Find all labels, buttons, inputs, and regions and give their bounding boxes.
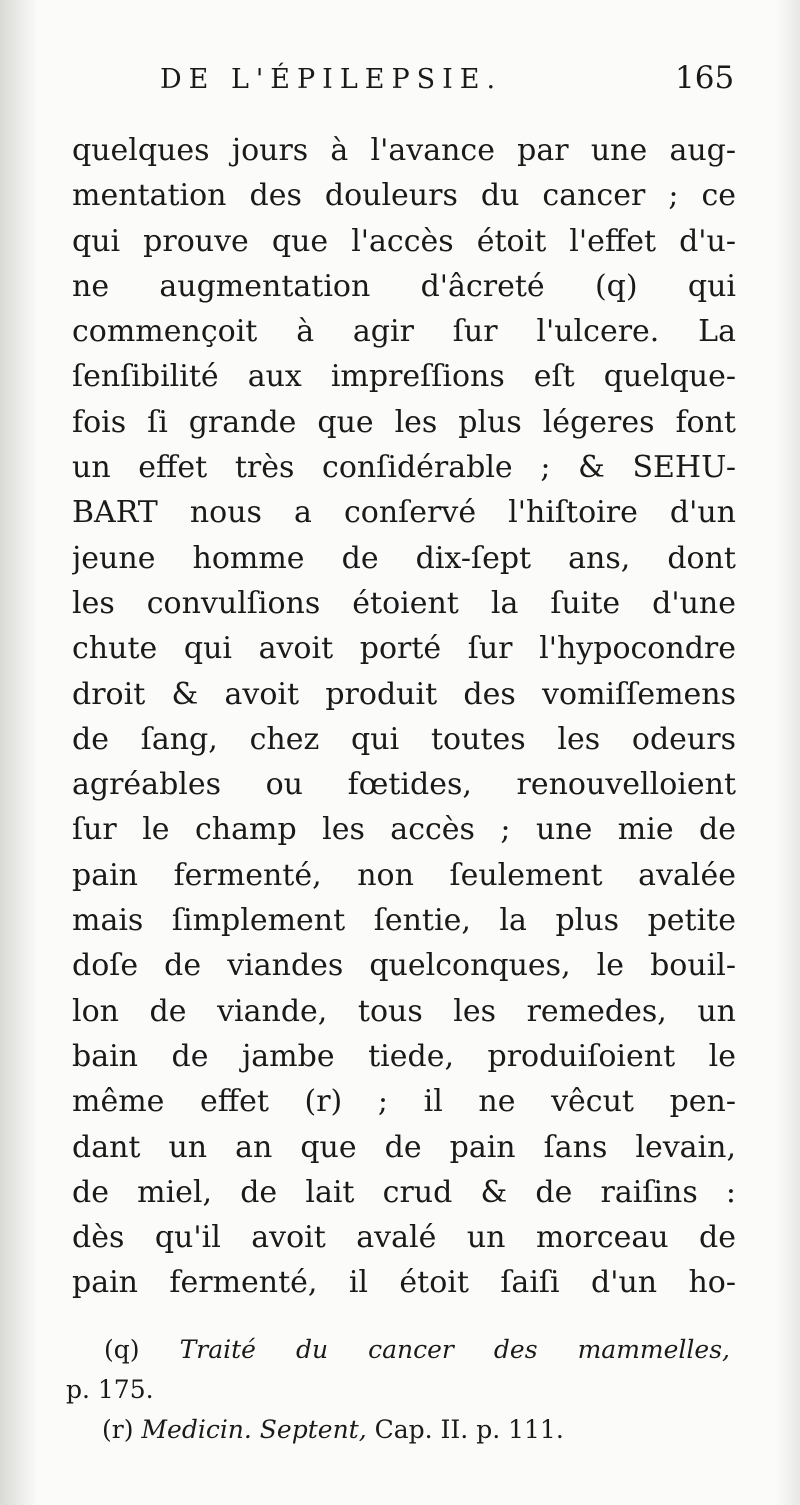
body-text xyxy=(72,128,736,1306)
text-line: doſe de viandes quelconques, le bouil- xyxy=(72,948,736,984)
text-line: commençoit à agir ſur l'ulcere. La xyxy=(72,314,736,350)
text-line: pain fermenté, il étoit ſaiſi d'un ho- xyxy=(72,1265,736,1301)
text-line: dant un an que de pain ſans levain, xyxy=(72,1129,736,1165)
footnote-q xyxy=(66,1330,730,1370)
text-line: mais ſimplement ſentie, la plus petite xyxy=(72,903,736,939)
footnote-r-text: Medicin. Septent, xyxy=(141,1415,367,1444)
text-line: mentation des douleurs du cancer ; ce xyxy=(72,178,736,214)
text-line: ne augmentation d'âcreté (q) qui xyxy=(72,268,736,304)
page-number: 165 xyxy=(675,60,735,96)
text-line: pain fermenté, non ſeulement avalée xyxy=(72,857,736,893)
gutter-shadow xyxy=(0,0,38,1505)
text-line: de miel, de lait crud & de raiſins : xyxy=(72,1174,736,1210)
text-line: même effet (r) ; il ne vêcut pen- xyxy=(72,1084,736,1120)
text-line: les convulſions étoient la ſuite d'une xyxy=(72,585,736,621)
running-title: DE L'ÉPILEPSIE. xyxy=(160,64,503,95)
footnote-r-ref: Cap. II. p. 111. xyxy=(374,1415,564,1444)
text-line: ſur le champ les accès ; une mie de xyxy=(72,812,736,848)
footnote-r xyxy=(66,1410,730,1450)
text-line: chute qui avoit porté ſur l'hypocondre xyxy=(72,631,736,667)
text-line: quelques jours à l'avance par une aug- xyxy=(72,133,736,168)
text-line: ſenſibilité aux impreſſions eſt quelque- xyxy=(72,359,736,395)
text-line: bain de jambe tiede, produiſoient le xyxy=(72,1038,736,1074)
text-line: dès qu'il avoit avalé un morceau de xyxy=(72,1220,736,1256)
text-line: droit & avoit produit des vomiſſemens xyxy=(72,676,736,712)
text-line: BART nous a conſervé l'hiſtoire d'un xyxy=(72,495,736,531)
text-line: lon de viande, tous les remedes, un xyxy=(72,993,736,1029)
text-line: fois ſi grande que les plus légeres font xyxy=(72,404,736,440)
text-line: agréables ou fœtides, renouvelloient xyxy=(72,767,736,803)
text-line: jeune homme de dix-ſept ans, dont xyxy=(72,540,736,576)
text-line: de ſang, chez qui toutes les odeurs xyxy=(72,721,736,757)
footnote-q-text: Traité du cancer des mammelles, xyxy=(179,1335,730,1364)
footnote-r-mark: (r) xyxy=(102,1415,134,1444)
text-line: un effet très conſidérable ; & SEHU- xyxy=(72,450,736,486)
text-line: qui prouve que l'accès étoit l'effet d'u- xyxy=(72,223,736,259)
footnote-q-mark: (q) xyxy=(104,1335,140,1364)
footnotes xyxy=(66,1330,730,1450)
page-edge-shade xyxy=(776,0,800,1505)
footnote-q-continuation: p. 175. xyxy=(66,1375,154,1404)
